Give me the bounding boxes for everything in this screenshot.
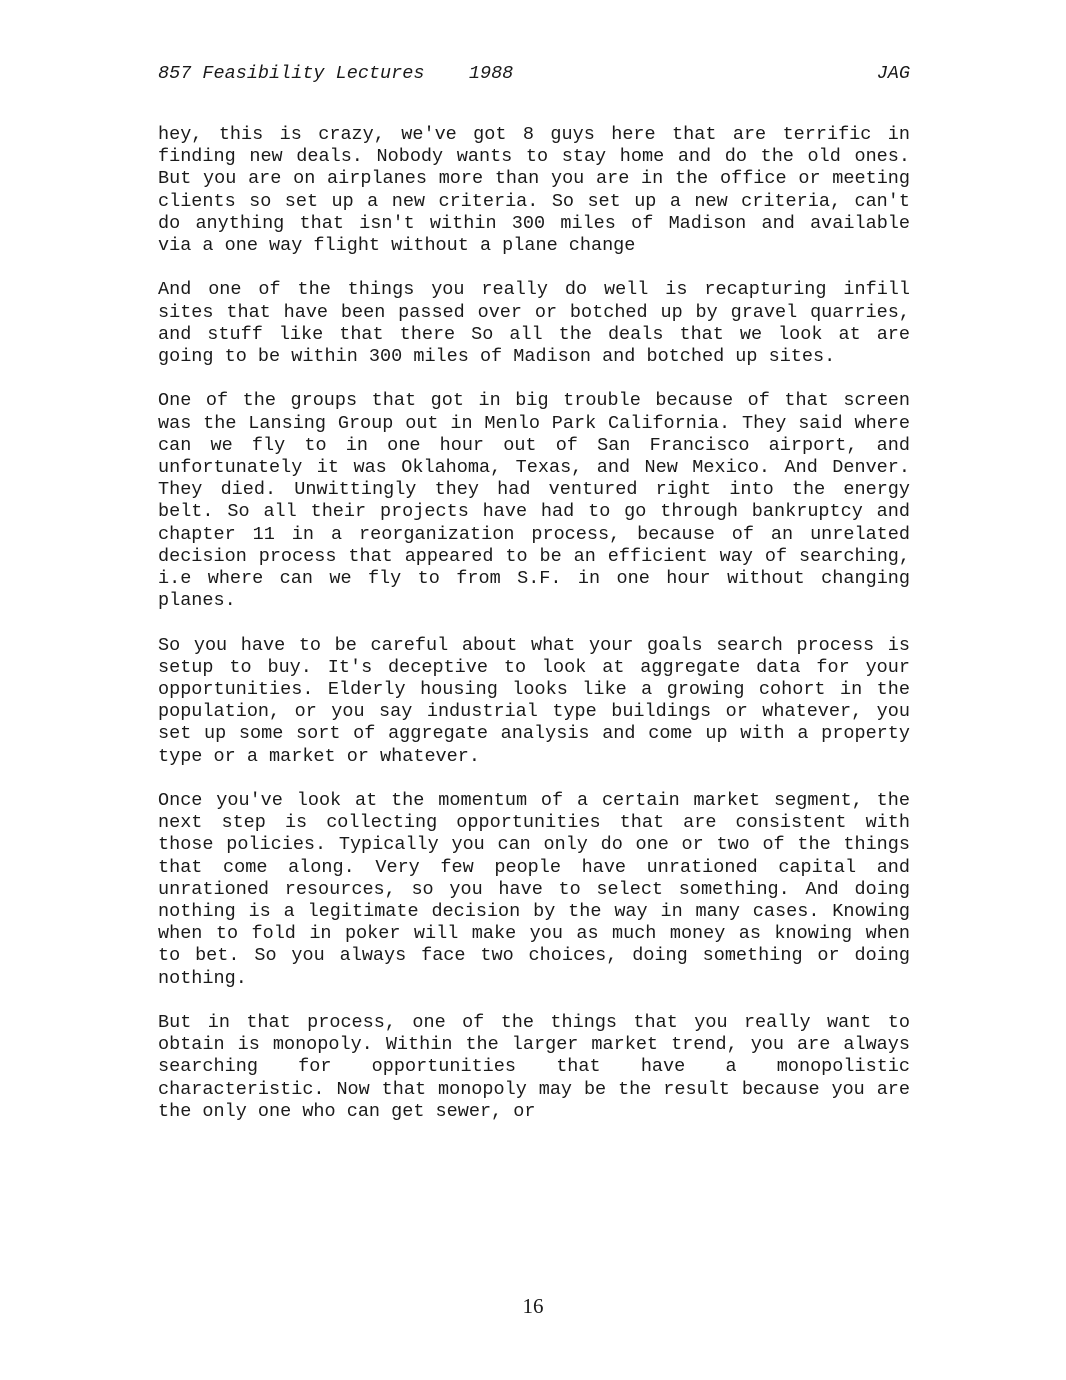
- paragraph-3: One of the groups that got in big trouble because of that screen was the Lansing Group out in Menlo Park California. They said where can we fly to in one hour out of San Francisco airport, and unfortunately it was Oklahoma, Texas, and New Mexico. And Denver. They died. Unwittingly they had ventured right into the energy belt. So all their projects have had to go through bankruptcy and chapter 11 in a reorganization process, because of an unrelated decision process that appeared to be an efficient way of searching, i.e where can we fly to from S.F. in one hour without changing planes.: [158, 390, 910, 612]
- page-number: 16: [522, 1294, 544, 1318]
- paragraph-1: hey, this is crazy, we've got 8 guys here that are terrific in finding new deals. Nobody wants to stay home and do the old ones. But you are on airplanes more than you are in the office or meeting clients so set up a new criteria. So set up a new criteria, can't do anything that isn't within 300 miles of Madison and available via a one way flight without a plane change: [158, 124, 910, 257]
- header-left: [158, 62, 513, 86]
- paragraph-6: But in that process, one of the things that you really want to obtain is monopoly. Within the larger market trend, you are always searching for opportunities that have a monopolistic characteristic. Now that monopoly may be the result because you are the only one who can get sewer, or: [158, 1012, 910, 1122]
- paragraph-4: So you have to be careful about what your goals search process is setup to buy. It's deceptive to look at aggregate data for your opportunities. Elderly housing looks like a growing cohort in the population, or you say industrial type buildings or whatever, you set up some sort of aggregate analysis and come up with a property type or a market or whatever.: [158, 634, 910, 767]
- header-title: 857 Feasibility Lectures: [158, 63, 425, 84]
- header-author: JAG: [876, 63, 910, 84]
- paragraph-2: And one of the things you really do well is recapturing infill sites that have been passed over or botched up by gravel quarries, and stuff like that there So all the deals that we look at are going to be within 300 miles of Madison and botched up sites.: [158, 279, 910, 368]
- body-text: [158, 124, 910, 1145]
- paragraph-5: Once you've look at the momentum of a certain market segment, the next step is collecting opportunities that are consistent with those policies. Typically you can only do one or two of the things that come along. Very few people have unrationed capital and unrationed resources, so you have to select something. And doing nothing is a legitimate decision by the way in many cases. Knowing when to fold in poker will make you as much money as knowing when to bet. So you always face two choices, doing something or doing nothing.: [158, 790, 910, 989]
- header-year: 1988: [468, 63, 514, 84]
- running-header: [158, 62, 910, 86]
